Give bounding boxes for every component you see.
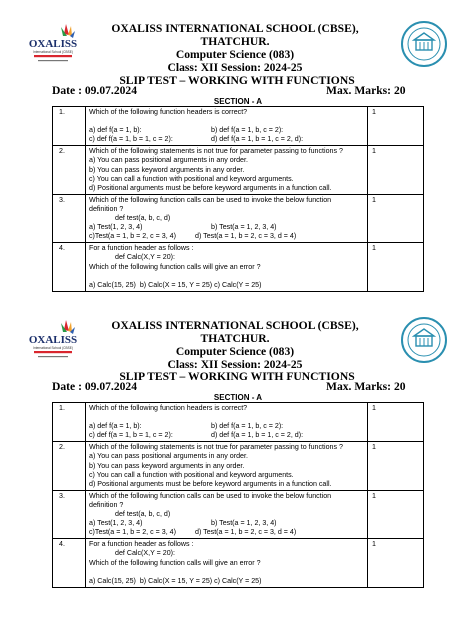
questions-table	[52, 402, 424, 588]
svg-text:International School (CBSE): International School (CBSE)	[33, 346, 73, 350]
question-number: 2.	[53, 442, 86, 490]
table-row	[53, 107, 424, 146]
option-d: d) def f(a = 1, b = 1, c = 2, d):	[211, 431, 304, 440]
question-stem-cont: Which of the following function calls will give an error ?	[89, 558, 261, 567]
table-row	[53, 539, 424, 587]
school-name: OXALISS INTERNATIONAL SCHOOL (CBSE),	[111, 22, 359, 35]
test-title: SLIP TEST – WORKING WITH FUNCTIONS	[119, 370, 355, 383]
table-row	[53, 442, 424, 490]
question-body	[86, 194, 368, 242]
class-session-line: Class: XII Session: 2024-25	[167, 358, 303, 371]
option-d: d) Test(a = 1, b = 2, c = 3, d = 4)	[195, 528, 297, 537]
option-d: d) def f(a = 1, b = 1, c = 2, d):	[211, 135, 304, 144]
class-session-line: Class: XII Session: 2024-25	[167, 61, 303, 74]
question-stem-cont: Which of the following function calls will give an error ?	[89, 262, 261, 271]
question-stem: Which of the following function calls can be used to invoke the below function	[89, 195, 332, 204]
question-number: 2.	[53, 146, 86, 194]
option-c: c) You can call a function with positional and keyword arguments.	[89, 174, 294, 183]
code-line: def test(a, b, c, d)	[115, 510, 171, 519]
school-header	[100, 319, 370, 371]
question-number: 1.	[53, 403, 86, 442]
question-number: 3.	[53, 194, 86, 242]
question-marks: 1	[368, 194, 424, 242]
option-c: c) You can call a function with positional and keyword arguments.	[89, 470, 294, 479]
question-marks: 1	[368, 490, 424, 538]
school-place: THATCHUR.	[200, 332, 270, 345]
question-body	[86, 539, 368, 587]
svg-text:OXALISS: OXALISS	[28, 334, 78, 346]
question-stem: For a function header as follows :	[89, 540, 194, 549]
answer-options: a) Calc(15, 25) b) Calc(X = 15, Y = 25) c) Calc(Y = 25)	[89, 576, 262, 585]
option-c: c)Test(a = 1, b = 2, c = 3, 4)	[89, 528, 176, 537]
school-header	[100, 22, 370, 74]
question-body	[86, 490, 368, 538]
option-b: b) def f(a = 1, b, c = 2):	[211, 422, 284, 431]
question-number: 4.	[53, 243, 86, 291]
question-number: 3.	[53, 490, 86, 538]
question-body	[86, 146, 368, 194]
question-stem: Which of the following function headers is correct?	[89, 404, 248, 412]
question-marks: 1	[368, 146, 424, 194]
school-name: OXALISS INTERNATIONAL SCHOOL (CBSE),	[111, 319, 359, 332]
question-number: 1.	[53, 107, 86, 146]
question-stem-cont: definition ?	[89, 500, 124, 509]
option-c: c) def f(a = 1, b = 1, c = 2):	[89, 431, 173, 440]
option-b: b) Test(a = 1, 2, 3, 4)	[211, 519, 277, 528]
test-date: Date : 09.07.2024	[52, 84, 138, 97]
svg-text:OXALISS: OXALISS	[28, 38, 78, 50]
option-b: b) Test(a = 1, 2, 3, 4)	[211, 223, 277, 232]
question-stem-cont: definition ?	[89, 204, 124, 213]
cbse-emblem-icon	[400, 316, 448, 364]
option-a: a) def f(a = 1, b):	[89, 422, 142, 431]
code-line: def Calc(X,Y = 20):	[115, 549, 175, 558]
option-d: d) Test(a = 1, b = 2, c = 3, d = 4)	[195, 232, 297, 241]
table-row	[53, 490, 424, 538]
option-b: b) You can pass keyword arguments in any order.	[89, 461, 245, 470]
question-marks: 1	[368, 107, 424, 146]
cbse-emblem-icon	[400, 20, 448, 68]
code-line: def Calc(X,Y = 20):	[115, 253, 175, 262]
table-row	[53, 194, 424, 242]
question-marks: 1	[368, 442, 424, 490]
school-place: THATCHUR.	[200, 35, 270, 48]
max-marks: Max. Marks: 20	[326, 84, 406, 97]
option-b: b) You can pass keyword arguments in any order.	[89, 165, 245, 174]
question-number: 4.	[53, 539, 86, 587]
question-stem: For a function header as follows :	[89, 244, 194, 253]
option-b: b) def f(a = 1, b, c = 2):	[211, 126, 284, 135]
question-marks: 1	[368, 243, 424, 291]
option-a: a) Test(1, 2, 3, 4)	[89, 223, 143, 232]
option-d: d) Positional arguments must be before keyword arguments in a function call.	[89, 479, 332, 488]
question-marks: 1	[368, 539, 424, 587]
slip-test-copy-2	[0, 316, 474, 632]
question-body	[86, 107, 368, 146]
question-stem: Which of the following function headers is correct?	[89, 108, 248, 116]
code-line: def test(a, b, c, d)	[115, 214, 171, 223]
question-stem: Which of the following statements is not true for parameter passing to functions ?	[89, 147, 343, 156]
subject-line: Computer Science (083)	[175, 48, 295, 61]
oxaliss-logo-icon	[20, 318, 86, 364]
option-a: a) Test(1, 2, 3, 4)	[89, 519, 143, 528]
subject-line: Computer Science (083)	[175, 345, 295, 358]
option-a: a) You can pass positional arguments in any order.	[89, 452, 248, 461]
question-body	[86, 403, 368, 442]
option-d: d) Positional arguments must be before keyword arguments in a function call.	[89, 183, 332, 192]
table-row	[53, 243, 424, 291]
question-body	[86, 243, 368, 291]
option-a: a) You can pass positional arguments in any order.	[89, 156, 248, 165]
questions-table	[52, 106, 424, 292]
section-heading: SECTION - A	[213, 97, 263, 106]
max-marks: Max. Marks: 20	[326, 380, 406, 393]
table-row	[53, 403, 424, 442]
table-row	[53, 146, 424, 194]
oxaliss-logo-icon	[20, 22, 86, 68]
question-stem: Which of the following statements is not true for parameter passing to functions ?	[89, 443, 343, 452]
answer-options: a) Calc(15, 25) b) Calc(X = 15, Y = 25) c) Calc(Y = 25)	[89, 280, 262, 289]
svg-text:International School (CBSE): International School (CBSE)	[33, 50, 73, 54]
option-c: c) def f(a = 1, b = 1, c = 2):	[89, 135, 173, 144]
test-title: SLIP TEST – WORKING WITH FUNCTIONS	[119, 74, 355, 87]
section-heading: SECTION - A	[213, 393, 263, 402]
question-stem: Which of the following function calls can be used to invoke the below function	[89, 491, 332, 500]
option-a: a) def f(a = 1, b):	[89, 126, 142, 135]
test-date: Date : 09.07.2024	[52, 380, 138, 393]
question-body	[86, 442, 368, 490]
question-marks: 1	[368, 403, 424, 442]
option-c: c)Test(a = 1, b = 2, c = 3, 4)	[89, 232, 176, 241]
